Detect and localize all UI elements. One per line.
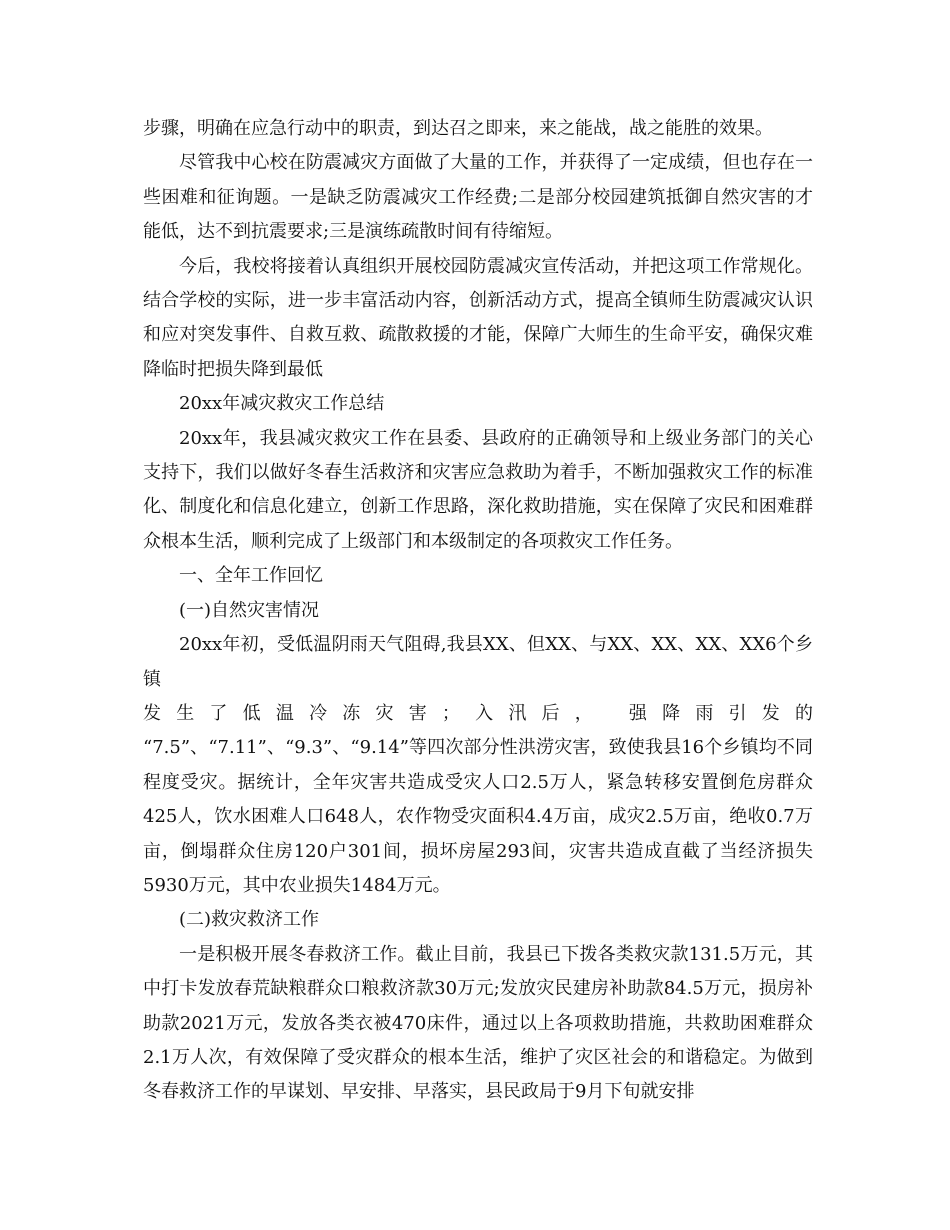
heading-relief-work: (二)救灾救济工作 bbox=[179, 909, 320, 931]
document-body bbox=[143, 112, 813, 1110]
paragraph-future-plans: 今后，我校将接着认真组织开展校园防震减灾宣传活动，并把这项工作常规化。结合学校的实际，进一步丰富活动内容，创新活动方式，提高全镇师生防震减灾认识和应对突发事件、自救互救、疏散救援的才能，保障广大师生的生命平安，确保灾难降临时把损失降到最低 bbox=[143, 255, 813, 380]
paragraph-disaster-details: “7.5”、“7.11”、“9.3”、“9.14”等四次部分性洪涝灾害，致使我县16个乡镇均不同程度受灾。据统计，全年灾害共造成受灾人口2.5万人，紧急转移安置倒危房群众425人，饮水困难人口648人，农作物受灾面积4.4万亩，成灾2.5万亩，绝收0.7万亩，倒塌群众住房120户301间，损坏房屋293间，灾害共造成直截了当经济损失5930万元，其中农业损失1484万元。 bbox=[143, 737, 813, 896]
heading-annual-review: 一、全年工作回忆 bbox=[179, 565, 323, 587]
paragraph-disaster-line-2: 发生了低温冷冻灾害；入汛后， 强降雨引发的 bbox=[143, 702, 813, 724]
paragraph-disaster-line-1: 20xx年初，受低温阴雨天气阻碍,我县XX、但XX、与XX、XX、XX、XX6个乡镇 bbox=[143, 634, 813, 690]
paragraph-relief-details: 一是积极开展冬春救济工作。截止目前，我县已下拨各类救灾款131.5万元，其中打卡发放春荒缺粮群众口粮救济款30万元;发放灾民建房补助款84.5万元，损房补助款2021万元，发放各类衣被470床件，通过以上各项救助措施，共救助困难群众2.1万人次，有效保障了受灾群众的根本生活，维护了灾区社会的和谐稳定。为做到冬春救济工作的早谋划、早安排、早落实，县民政局于9月下旬就安排 bbox=[143, 943, 813, 1103]
paragraph-difficulties: 尽管我中心校在防震减灾方面做了大量的工作，并获得了一定成绩，但也存在一些困难和征询题。一是缺乏防震减灾工作经费;二是部分校园建筑抵御自然灾害的才能低，达不到抗震要求;三是演练疏散时间有待缩短。 bbox=[143, 152, 813, 243]
section-title-annual-summary: 20xx年减灾救灾工作总结 bbox=[179, 393, 385, 415]
paragraph-steps-continuation: 步骤，明确在应急行动中的职责，到达召之即来，来之能战，战之能胜的效果。 bbox=[143, 118, 773, 139]
heading-natural-disasters: (一)自然灾害情况 bbox=[179, 599, 320, 621]
paragraph-summary-intro: 20xx年，我县减灾救灾工作在县委、县政府的正确领导和上级业务部门的关心支持下，我们以做好冬春生活救济和灾害应急救助为着手，不断加强救灾工作的标准化、制度化和信息化建立，创新工作思路，深化救助措施，实在保障了灾民和困难群众根本生活，顺利完成了上级部门和本级制定的各项救灾工作任务。 bbox=[143, 427, 813, 552]
